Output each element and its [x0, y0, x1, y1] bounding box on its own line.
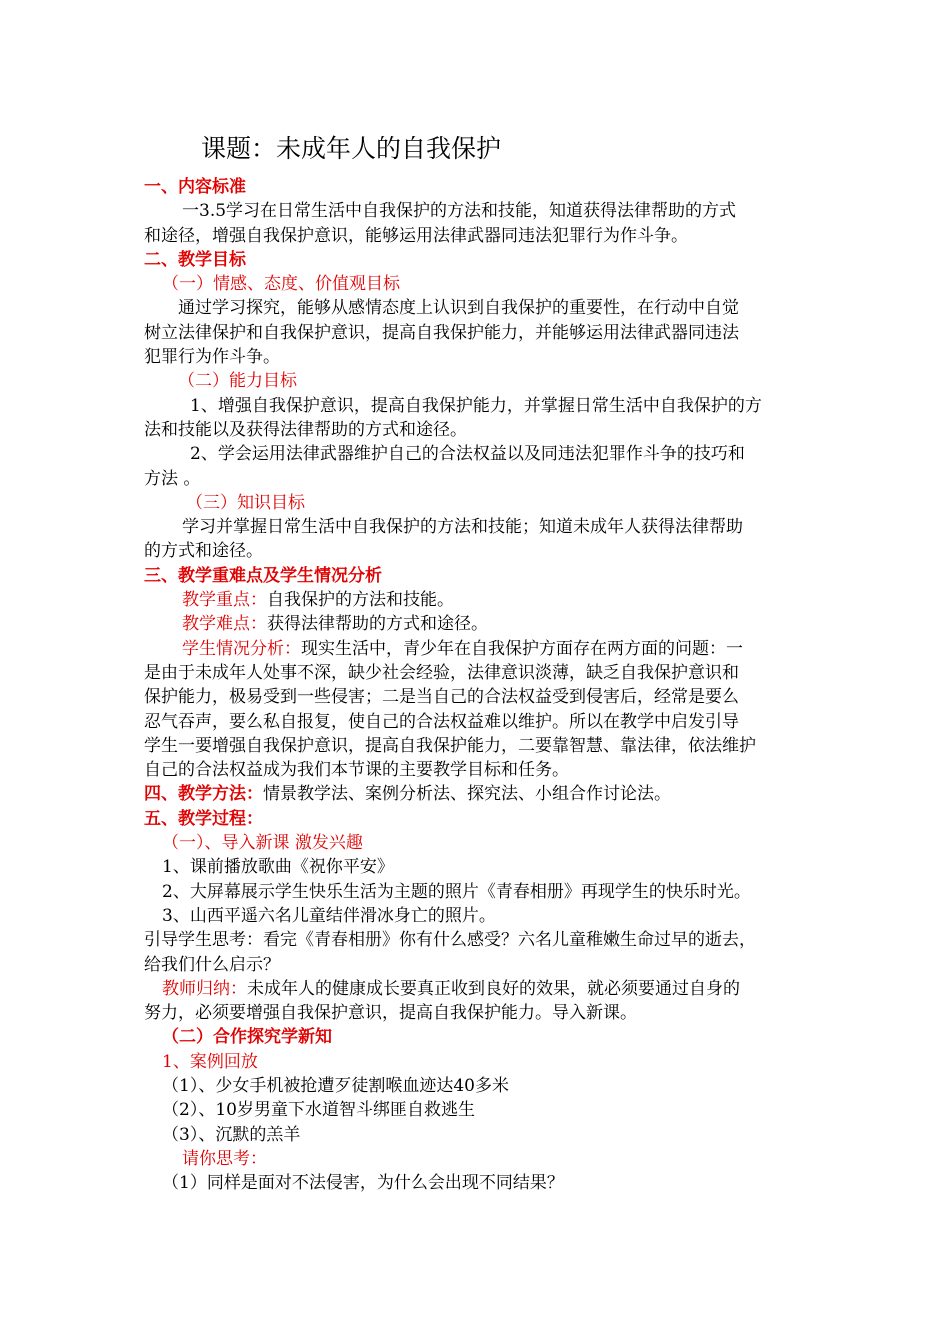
analysis-line: [144, 637, 814, 661]
section-heading-key-points: 三、教学重难点及学生情况分析: [144, 565, 382, 586]
paragraph-line: 给我们什么启示？: [144, 954, 280, 975]
teaching-methods-line: [144, 782, 814, 806]
subheading-case-review: 1、案例回放: [162, 1051, 258, 1072]
key-point-label: 教学重点：: [182, 590, 267, 611]
paragraph-line: 忍气吞声，要么私自报复，使自己的合法权益难以维护。所以在教学中启发引导: [144, 711, 739, 732]
teaching-methods-text: 情景教学法、案例分析法、探究法、小组合作讨论法。: [263, 784, 671, 805]
teacher-summary-line: [144, 977, 814, 1001]
paragraph-line: 树立法律保护和自我保护意识，提高自我保护能力，并能够运用法律武器同违法: [144, 322, 739, 343]
section-heading-teaching-methods: 四、教学方法：: [144, 784, 263, 805]
list-item: 2、大屏幕展示学生快乐生活为主题的照片《青春相册》再现学生的快乐时光。: [162, 881, 751, 902]
subheading-ability-goals: （二）能力目标: [178, 371, 297, 392]
list-item: 2、学会运用法律武器维护自己的合法权益以及同违法犯罪作斗争的技巧和: [190, 444, 745, 465]
think-label: 请你思考：: [182, 1148, 267, 1169]
list-item: 1、增强自我保护意识，提高自我保护能力，并掌握日常生活中自我保护的方: [190, 395, 762, 416]
document-body: [144, 175, 814, 1195]
key-point-line: [144, 588, 814, 612]
list-item: 1、课前播放歌曲《祝你平安》: [162, 857, 394, 878]
paragraph-line: 引导学生思考：看完《青春相册》你有什么感受？六名儿童稚嫩生命过早的逝去，: [144, 930, 756, 951]
section-heading-content-standard: 一、内容标准: [144, 177, 246, 197]
document-title: 课题：未成年人的自我保护: [201, 134, 502, 163]
difficulty-line: [144, 612, 814, 636]
paragraph-line: 是由于未成年人处事不深，缺少社会经验，法律意识淡薄，缺乏自我保护意识和: [144, 662, 739, 683]
paragraph-line: 学生一要增强自我保护意识，提高自我保护能力，二要靠智慧、靠法律，依法维护: [144, 735, 756, 756]
paragraph-line: 努力，必须要增强自我保护意识，提高自我保护能力。导入新课。: [144, 1003, 637, 1024]
paragraph-line: 方法 。: [144, 468, 201, 489]
subheading-introduction: （一）、导入新课 激发兴趣: [162, 833, 363, 854]
teacher-summary-label: 教师归纳：: [162, 978, 247, 999]
paragraph-line: 法和技能以及获得法律帮助的方式和途径。: [144, 419, 467, 440]
paragraph-line: 一3.5学习在日常生活中自我保护的方法和技能，知道获得法律帮助的方式: [182, 201, 737, 222]
paragraph-line: 和途径，增强自我保护意识，能够运用法律武器同违法犯罪行为作斗争。: [144, 225, 688, 246]
paragraph-line: 的方式和途径。: [144, 541, 263, 562]
key-point-text: 自我保护的方法和技能。: [267, 590, 454, 611]
paragraph-line: 自己的合法权益成为我们本节课的主要教学目标和任务。: [144, 760, 569, 781]
subheading-cooperative-inquiry: （二）合作探究学新知: [162, 1027, 332, 1048]
difficulty-text: 获得法律帮助的方式和途径。: [267, 614, 488, 635]
case-item: （1）、少女手机被抢遭歹徒割喉血迹达40多米: [162, 1075, 509, 1096]
subheading-knowledge-goals: （三）知识目标: [186, 492, 305, 513]
teacher-summary-text: 未成年人的健康成长要真正收到良好的效果，就必须要通过自身的: [247, 978, 740, 999]
difficulty-label: 教学难点：: [182, 614, 267, 635]
analysis-label: 学生情况分析：: [182, 638, 301, 659]
case-item: （3）、沉默的羔羊: [162, 1124, 301, 1145]
section-heading-teaching-process: 五、教学过程：: [144, 808, 263, 829]
subheading-emotion-goals: （一）情感、态度、价值观目标: [162, 274, 400, 295]
question-item: （1）同样是面对不法侵害，为什么会出现不同结果？: [162, 1173, 564, 1194]
paragraph-line: 保护能力，极易受到一些侵害；二是当自己的合法权益受到侵害后，经常是要么: [144, 687, 739, 708]
paragraph-line: 通过学习探究，能够从感情态度上认识到自我保护的重要性，在行动中自觉: [178, 298, 739, 319]
section-heading-teaching-goals: 二、教学目标: [144, 249, 246, 270]
case-item: （2）、10岁男童下水道智斗绑匪自救逃生: [162, 1100, 475, 1121]
paragraph-line: 学习并掌握日常生活中自我保护的方法和技能；知道未成年人获得法律帮助: [182, 517, 743, 538]
analysis-text: 现实生活中，青少年在自我保护方面存在两方面的问题：一: [301, 638, 743, 659]
paragraph-line: 犯罪行为作斗争。: [144, 347, 280, 368]
list-item: 3、山西平遥六名儿童结伴滑冰身亡的照片。: [162, 905, 496, 926]
